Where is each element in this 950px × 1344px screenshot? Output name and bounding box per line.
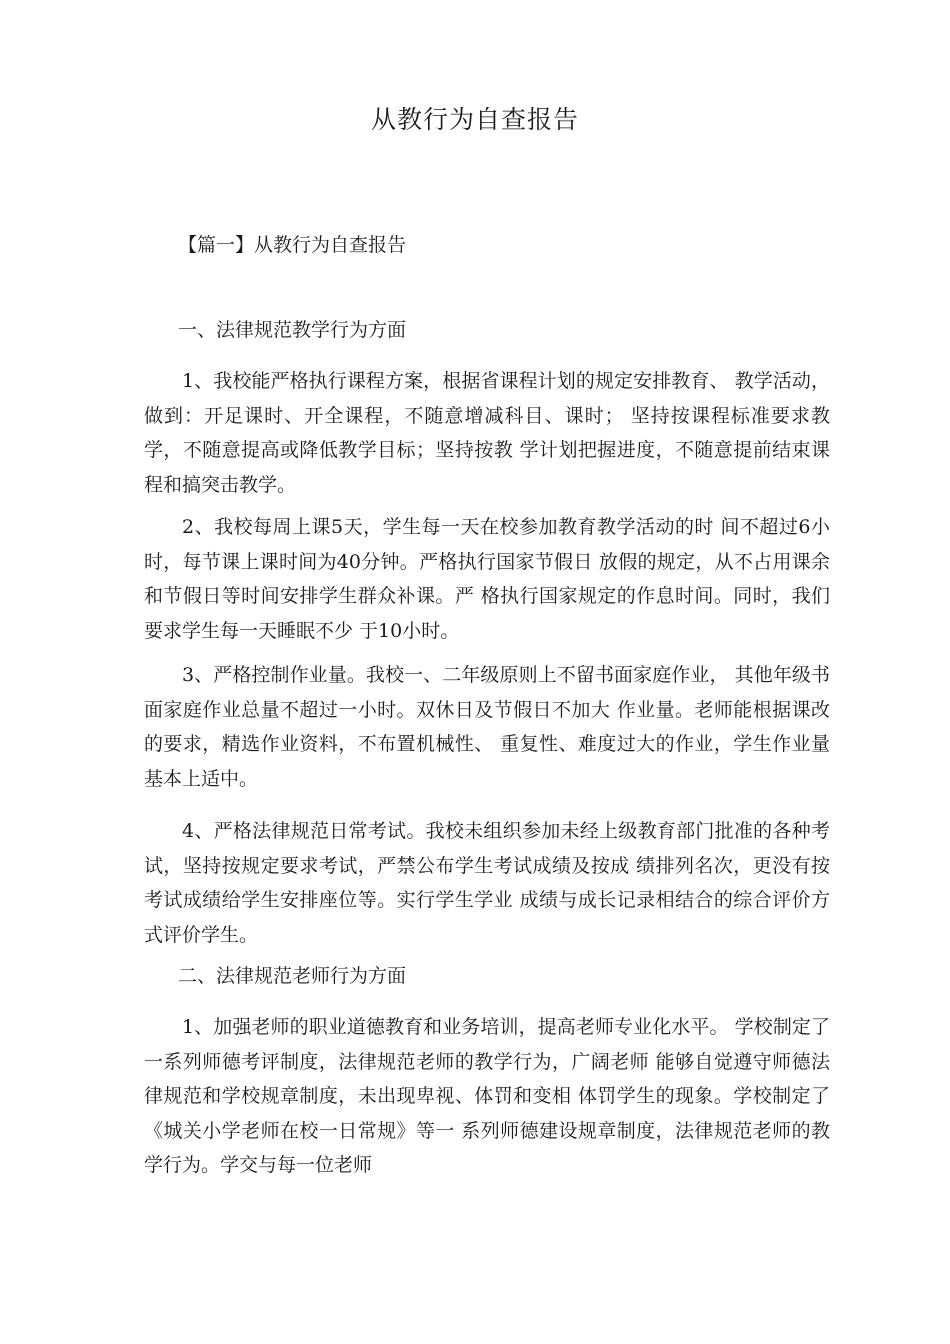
section-heading-2: 二、法律规范老师行为方面 [178, 965, 407, 987]
paragraph-4: 4、严格法律规范日常考试。我校未组织参加未经上级教育部门批准的各种考试，坚持按规定要求考试，严禁公布学生考试成绩及按成 绩排列名次，更没有按考试成绩给学生安排座位等。实行学生学业 成绩与成长记录相结合的综合评价方式评价学生。 [144, 820, 830, 946]
paragraph-1: 1、我校能严格执行课程方案，根据省课程计划的规定安排教育、 教学活动，做到：开足课时、开全课程，不随意增减科目、课时； 坚持按课程标准要求教学，不随意提高或降低教学目标；坚持按教 学计划把握进度，不随意提前结束课程和搞突击教学。 [144, 370, 830, 496]
paragraph-5: 1、加强老师的职业道德教育和业务培训，提高老师专业化水平。 学校制定了一系列师德考评制度，法律规范老师的教学行为，广阔老师 能够自觉遵守师德法律规范和学校规章制度，未出现卑视、体罚和变相 体罚学生的现象。学校制定了《城关小学老师在校一日常规》等一 系列师德建设规章制度，法律规范老师的教学行为。学交与每一位老师 [144, 1016, 830, 1176]
section-subheading: 【篇一】从教行为自查报告 [178, 234, 407, 256]
document-title: 从教行为自查报告 [370, 105, 579, 134]
section-heading-1: 一、法律规范教学行为方面 [178, 319, 407, 341]
paragraph-2: 2、我校每周上课5天，学生每一天在校参加教育教学活动的时 间不超过6小时，每节课上课时间为40分钟。严格执行国家节假日 放假的规定，从不占用课余和节假日等时间安排学生群众补课。严 格执行国家规定的作息时间。同时，我们要求学生每一天睡眠不少 于10小时。 [144, 516, 830, 642]
paragraph-3: 3、严格控制作业量。我校一、二年级原则上不留书面家庭作业， 其他年级书面家庭作业总量不超过一小时。双休日及节假日不加大 作业量。老师能根据课改的要求，精选作业资料，不布置机械性、 重复性、难度过大的作业，学生作业量基本上适中。 [144, 664, 830, 790]
